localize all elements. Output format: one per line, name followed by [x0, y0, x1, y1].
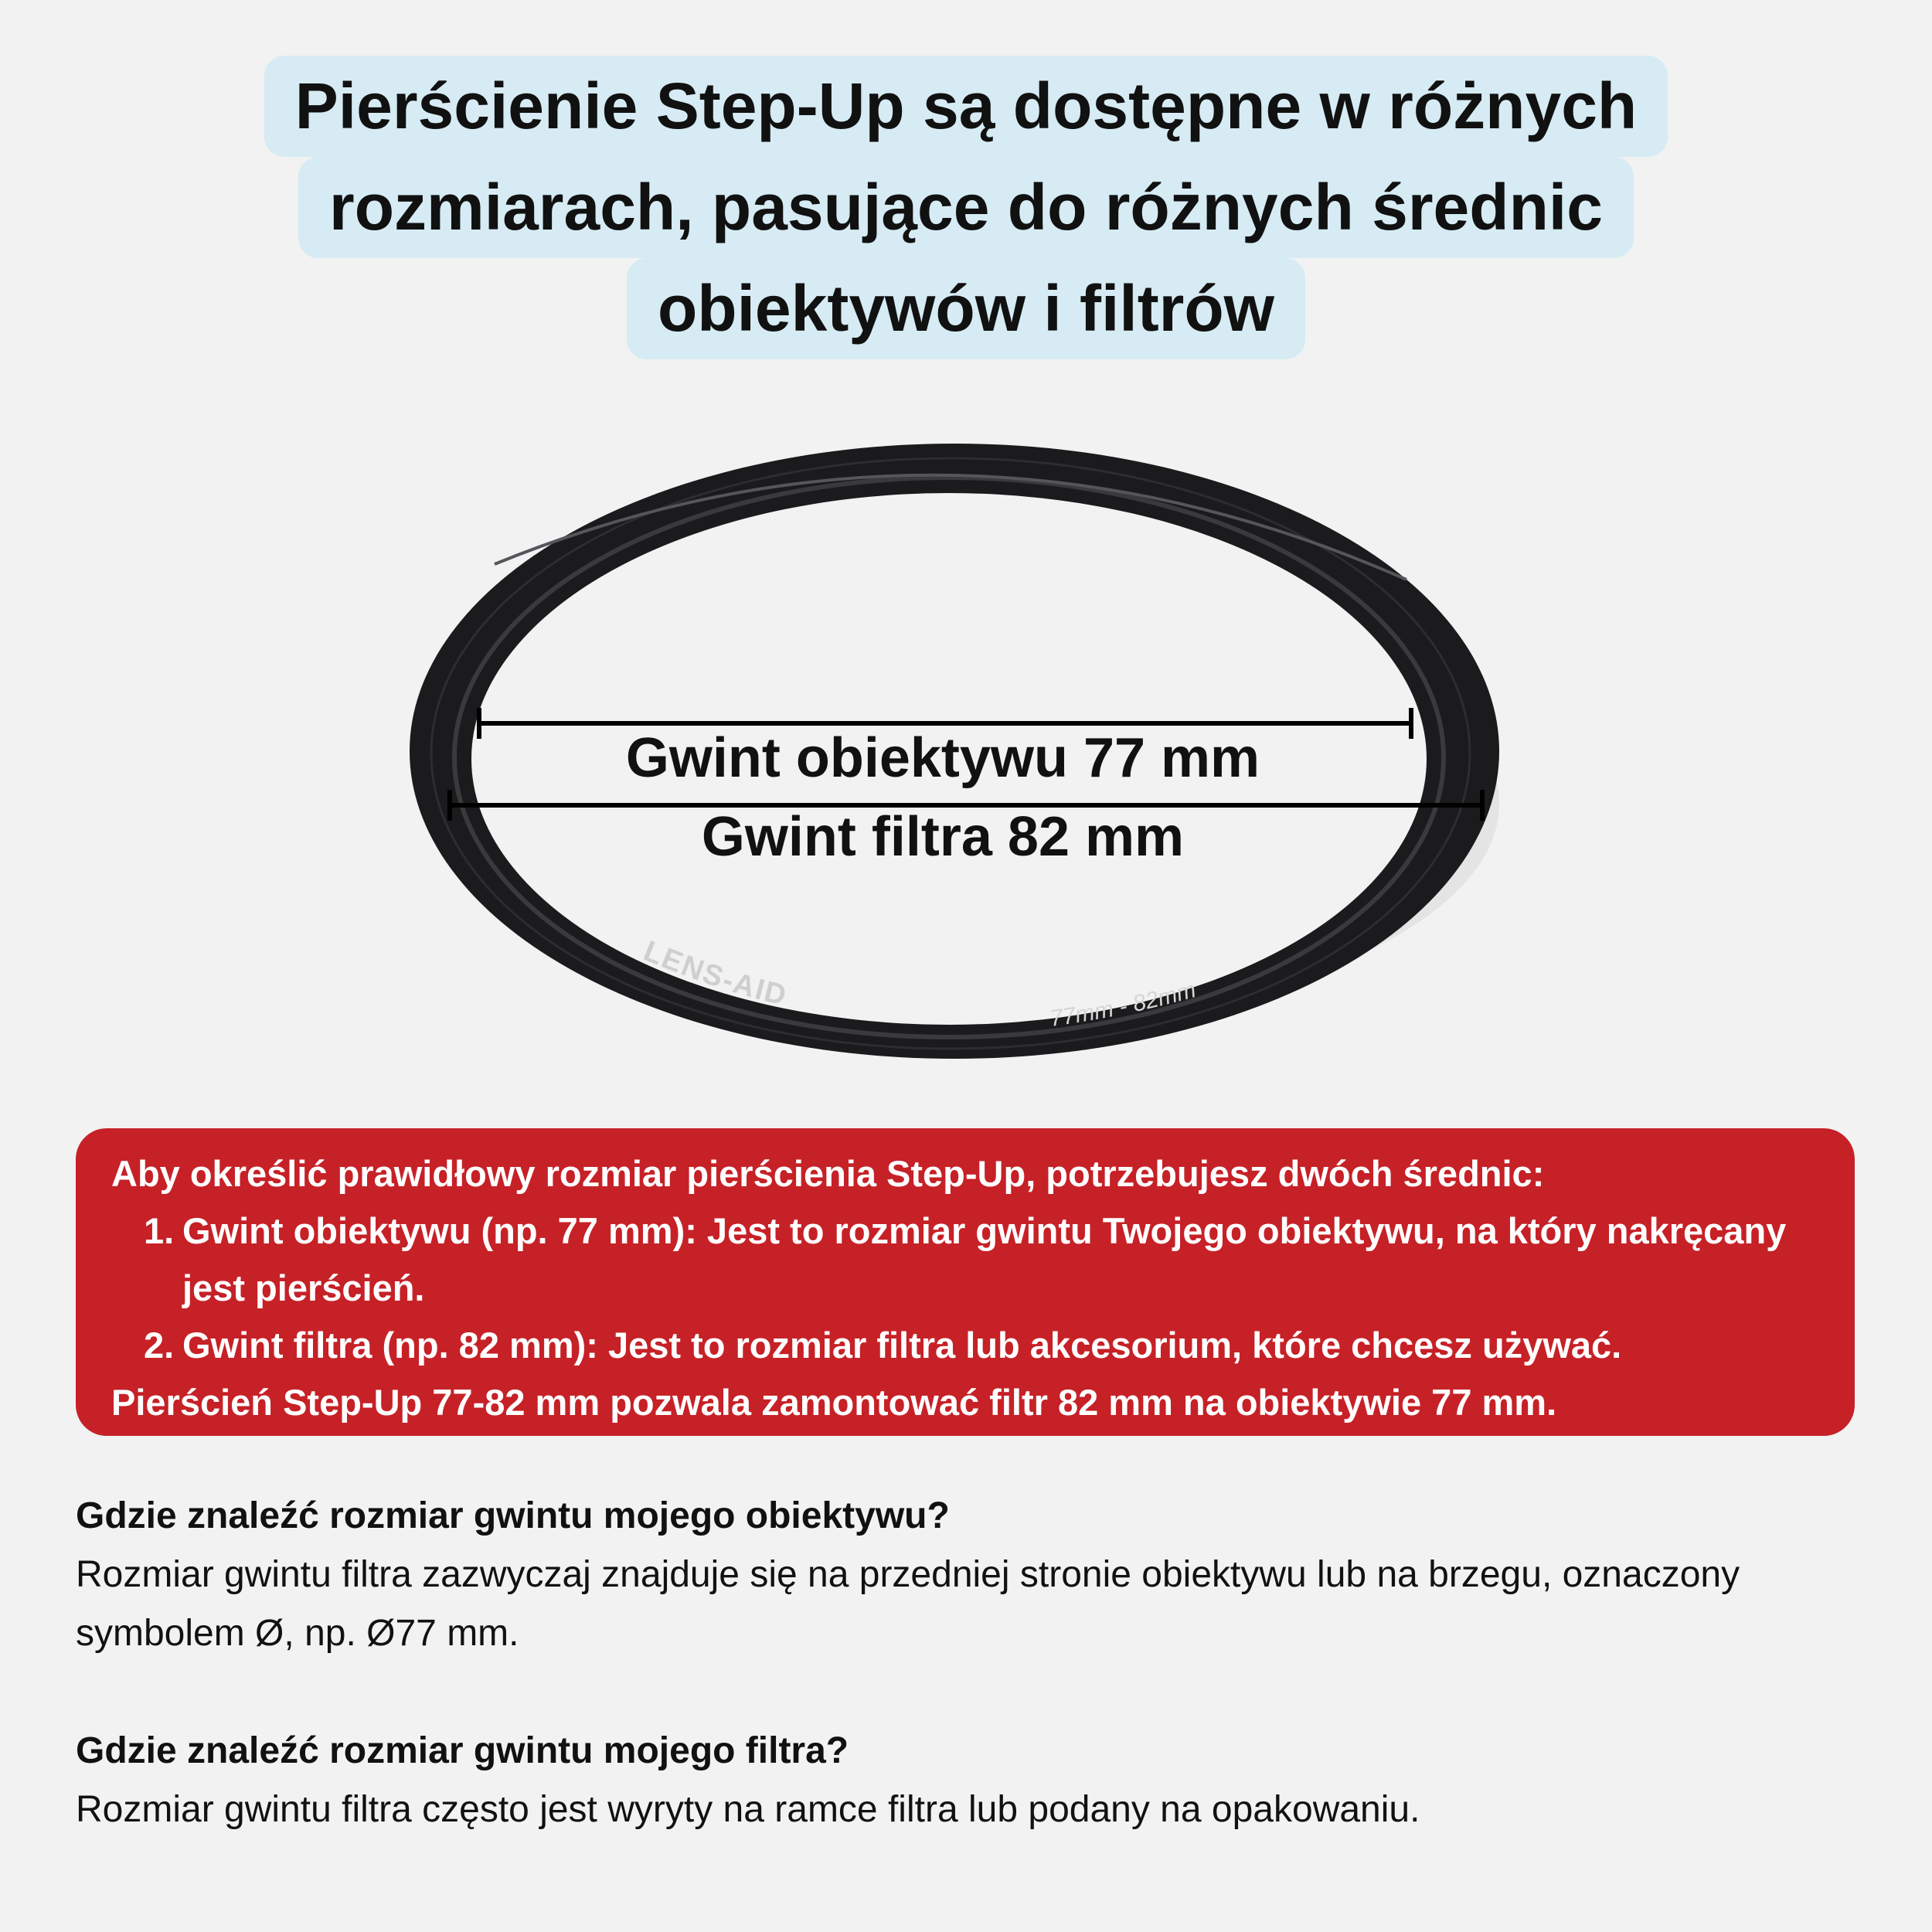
info-intro: Aby określić prawidłowy rozmiar pierścienia Step-Up, potrzebujesz dwóch średnic: — [111, 1153, 1545, 1194]
faq-filter-thread — [76, 1722, 1853, 1839]
sizing-info-box — [76, 1128, 1855, 1436]
info-list-number: 1. — [144, 1210, 175, 1251]
info-list-number: 2. — [144, 1325, 175, 1366]
info-outro: Pierścień Step-Up 77-82 mm pozwala zamontować filtr 82 mm na obiektywie 77 mm. — [111, 1382, 1557, 1423]
page-title — [0, 56, 1932, 359]
faq-question: Gdzie znaleźć rozmiar gwintu mojego obiektywu? — [76, 1495, 950, 1536]
info-list-text: Gwint obiektywu (np. 77 mm): Jest to rozmiar gwintu Twojego obiektywu, na który nakręcany jest pierścień. — [182, 1210, 1787, 1308]
lens-thread-label: Gwint obiektywu 77 mm — [625, 727, 1260, 789]
filter-thread-label: Gwint filtra 82 mm — [701, 806, 1185, 868]
ring-size-engraving: 77mm - 82mm — [1048, 977, 1199, 1032]
info-list-text: Gwint filtra (np. 82 mm): Jest to rozmiar filtra lub akcesorium, które chcesz używać. — [182, 1325, 1622, 1366]
ring-brand-engraving: LENS-AID — [638, 934, 791, 1012]
faq-answer: Rozmiar gwintu filtra często jest wyryty na ramce filtra lub podany na opakowaniu. — [76, 1789, 1420, 1830]
faq-question: Gdzie znaleźć rozmiar gwintu mojego filtra? — [76, 1730, 849, 1771]
title-line-text: obiektywów i filtrów — [627, 258, 1305, 359]
info-list-item — [111, 1317, 1819, 1374]
title-line-text: Pierścienie Step-Up są dostępne w różnych — [264, 56, 1668, 157]
step-up-ring-figure — [0, 402, 1932, 1097]
title-line — [0, 157, 1932, 258]
title-line — [0, 258, 1932, 359]
faq-answer: Rozmiar gwintu filtra zazwyczaj znajduje się na przedniej stronie obiektywu lub na brzegu, oznaczony symbolem Ø, np. Ø77 mm. — [76, 1554, 1740, 1654]
info-list — [111, 1202, 1819, 1374]
faq-lens-thread — [76, 1487, 1853, 1663]
title-line-text: rozmiarach, pasujące do różnych średnic — [298, 157, 1634, 258]
info-list-item — [111, 1202, 1819, 1317]
title-line — [0, 56, 1932, 157]
